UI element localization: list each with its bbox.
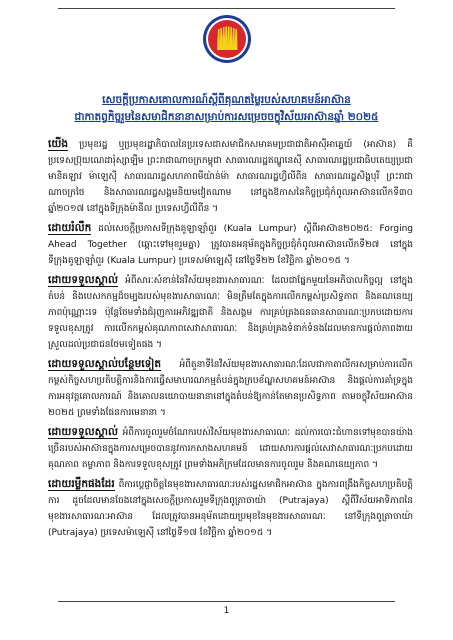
paragraph-text: អំពីតួនាទីនៃវិស័យមុខងារសាធារណៈដែលជាកាតាលីករសម្រាប់ការលើកកម្ពស់កិច្ចសហប្រតិបត្តិការនិងការធ្វើសមាហរណកម្មតំបន់ក្នុងក្របខ័ណ្ឌសហគមន៍អាស៊ាន និងផ្តល់ការគាំទ្រក្នុងការអនុវត្តគោលការណ៍ និងគោលនយោបាយនានានៅក្នុងតំបន់ឱ្យកាន់តែមានប្រសិទ្ធភាព តាមចក្ខុវិស័យអាស៊ាន ២០២៥ ព្រមទាំងផែនការមេនានា ។ [48,360,413,418]
paragraph-text: អំពីសារៈសំខាន់នៃវិស័យមុខងារសាធារណៈ ដែលជាផ្នែកមួយនៃអភិបាលកិច្ចល្អ នៅក្នុងតំបន់ និងបេសកកម្មដ៏ចម្បងរបស់មុខងារសាធារណៈ មិនត្រឹមតែក្នុងការលើកកម្ពស់ប្រសិទ្ធភាព និងគណនេយ្យភាពប៉ុណ្ណោះទេ ប៉ុន្តែថែមទាំងជំរុញការអភិវឌ្ឍជាតិ និងសង្គម ការគ្រប់គ្រងធនធានសាធារណៈប្រកបដោយការទទួលខុសត្រូវ ការលើកកម្ពស់គុណភាពសេវាសាធារណៈ និងគ្រប់គ្រងទំនាក់ទំនងដែលមានការផ្តល់ភាពងាយស្រួលដល់ប្រជាជនថែមទៀតផង ។ [48,276,413,350]
paragraph-lead: ដោយទទួលស្គាល់ [48,426,118,438]
title-line-2: ជាកាតព្វកិច្ចរួមនៃសមាជិកនានាសម្រាប់ការសម្រេចចក្ខុវិស័យអាស៊ានឆ្នាំ ២០២៥ [74,111,379,123]
asean-emblem-logo [202,14,252,64]
paragraph [48,136,413,217]
paragraph [48,424,413,473]
paragraph-text: ពីការប្តេជ្ញាចិត្តនៃមុខងារសាធារណៈរបស់រដ្ឋសមាជិកអាស៊ាន ក្នុងការពង្រឹងកិច្ចសហប្រតិបត្តិការ ដូចដែលមានចែងនៅក្នុងសេចក្តីប្រកាសរួមទីក្រុងពូត្រាចាយ៉ា (Putrajaya) ស្តីពីវិស័យអាទិភាពនៃមុខងារសាធារណៈអាស៊ាន ដែលត្រូវបានអនុម័តដោយប្រមុខនៃមុខងារសាធារណៈ នៅទីក្រុងពូត្រាចាយ៉ា (Putrajaya) ប្រទេសម៉ាឡេស៊ី នៅថ្ងៃទី១៧ ខែវិច្ឆិកា ឆ្នាំ២០១៥ ។ [48,480,413,538]
paragraph-lead: យើង [48,138,68,150]
paragraph-lead: ដោយទទួលស្គាល់បន្ថែមទៀត [48,358,162,370]
paragraph-text: ដល់សេចក្តីប្រកាសទីក្រុងគូឡាឡាំពួរ (Kuala Lumpur) ស្តីពីអាស៊ាន២០២៥: Forging Ahead Together (ឆ្ពោះទៅមុខរួមគ្នា) ត្រូវបានអនុម័តក្នុងកិច្ចប្រជុំកំពូលអាស៊ានលើកទី២៧ នៅក្នុងទីក្រុងគូឡាឡាំពួរ (Kuala Lumpur) ប្រទេសម៉ាឡេស៊ី នៅថ្ងៃទី២២ ខែវិច្ឆិកា ឆ្នាំ២០១៥ ។ [48,224,413,266]
paragraph [48,220,413,269]
paragraph-lead: ដោយទទួលស្គាល់ [48,274,118,286]
footer-rule [58,601,395,602]
paragraph [48,476,413,541]
title-line-1: សេចក្តីប្រកាសគោលការណ៍ស្តីពីគុណតម្លៃរបស់សហគមន៍អាស៊ាន [102,94,351,106]
paragraph [48,356,413,421]
paragraph-lead: ដោយរម្លឹកផងដែរ [48,478,115,490]
document-body [48,136,413,544]
paragraph [48,272,413,353]
page-number: 1 [223,606,230,616]
paragraph-lead: ដោយរំលឹក [48,222,92,234]
paragraph-text: អំពីការចូលរួមចំណែករបស់វិស័យមុខងារសាធារណៈ ដល់ការបោះជំហានទៅមុខបានយ៉ាងច្រើនរបស់អាស៊ានក្នុងការសម្រេចបាននូវការកសាងសហគមន៍ ដោយសារការផ្តល់សេវាសាធារណៈប្រកបដោយគុណភាព តម្លាភាព និងការទទួលខុសត្រូវ ព្រមទាំងអភិក្រមដែលមានការចូលរួម និងគណនេយ្យភាព ។ [48,428,413,470]
header-rule [58,8,395,9]
document-title [40,92,413,126]
paragraph-text: ប្រមុខរដ្ឋ ឬប្រមុខរដ្ឋាភិបាលនៃប្រទេសជាសមាជិកសមាគមប្រជាជាតិអាស៊ីអាគ្នេយ៍ (អាស៊ាន) គឺប្រទេសប្រ៊ុយណេដារ៉ុស្សាឡឹម ព្រះរាជាណាចក្រកម្ពុជា សាធារណរដ្ឋឥណ្ឌូនេស៊ី សាធារណរដ្ឋប្រជាធិបតេយ្យប្រជាមានិតឡាវ ម៉ាឡេស៊ី សាធារណរដ្ឋសហភាពមីយ៉ាន់ម៉ា សាធារណរដ្ឋហ្វីលីពីន សាធារណរដ្ឋសិង្ហបុរី ព្រះរាជាណាចក្រថៃ និងសាធារណរដ្ឋសង្គមនិយមវៀតណាម នៅក្នុងឱកាសនៃកិច្ចប្រជុំកំពូលអាស៊ានលើកទី៣០ ឆ្នាំ២០១៧ នៅក្នុងទីក្រុងម៉ានីល ប្រទេសហ្វីលីពីន ។ [48,140,413,214]
